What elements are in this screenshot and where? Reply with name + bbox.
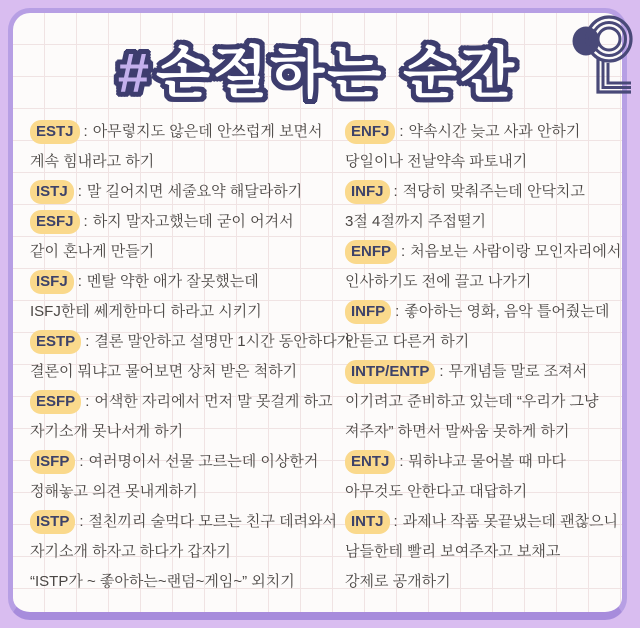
entry-line: 당일이나 전날약속 파토내기 [345, 153, 528, 170]
entry-text: 약속시간 늦고 사과 안하기 [408, 123, 581, 140]
mbti-label: ISFJ [30, 270, 74, 294]
colon-separator: : [77, 183, 82, 200]
rings-2-logo-icon [572, 10, 634, 106]
mbti-entry-isfj [30, 267, 352, 327]
entry-line [345, 507, 627, 537]
colon-separator: : [83, 213, 88, 230]
colon-separator: : [79, 513, 84, 530]
entry-line: 결론이 뭐냐고 물어보면 상처 받은 척하기 [30, 363, 298, 380]
entry-line: 3절 4절까지 주접떨기 [345, 213, 486, 230]
entry-line: “ISTP가 ~ 좋아하는~랜덤~게임~” 외치기 [30, 573, 295, 590]
entry-line: 자기소개 못나서게 하기 [30, 423, 184, 440]
entry-line: 아무것도 안한다고 대답하기 [345, 483, 528, 500]
mbti-entry-estj [30, 117, 352, 177]
colon-separator: : [399, 453, 404, 470]
mbti-label: ESFJ [30, 210, 80, 234]
entry-text: 절친끼리 술먹다 모르는 친구 데려와서 [88, 513, 338, 530]
mbti-label: INFJ [345, 180, 390, 204]
column-left [30, 117, 352, 597]
entry-line: 정해놓고 의견 못내게하기 [30, 483, 198, 500]
mbti-entry-entj [345, 447, 627, 507]
title-text: 손절하는 순간 [156, 41, 518, 104]
mbti-label: ENFJ [345, 120, 395, 144]
entry-line [345, 447, 627, 477]
mbti-entry-infp [345, 297, 627, 357]
colon-separator: : [439, 363, 444, 380]
entry-line [30, 387, 352, 417]
entry-line [30, 267, 352, 297]
mbti-label: INFP [345, 300, 391, 324]
mbti-entry-isfp [30, 447, 352, 507]
entry-text: 적당히 맞춰주는데 안닥치고 [402, 183, 585, 200]
entry-text: 하지 말자고했는데 굳이 어겨서 [92, 213, 294, 230]
entry-line [30, 117, 352, 147]
entry-line: 져주자” 하면서 말싸움 못하게 하기 [345, 423, 570, 440]
entry-line: 인사하기도 전에 끌고 나가기 [345, 273, 532, 290]
column-right [345, 117, 627, 597]
entry-text: 처음보는 사람이랑 모인자리에서 [410, 243, 622, 260]
mbti-label: ESTP [30, 330, 81, 354]
entry-line [345, 237, 627, 267]
entry-line: 같이 혼나게 만들기 [30, 243, 155, 260]
entry-line: 계속 힘내라고 하기 [30, 153, 155, 170]
entry-line: 자기소개 하자고 하다가 갑자기 [30, 543, 231, 560]
mbti-entry-istj [30, 177, 352, 207]
entry-text: 뭐하냐고 물어볼 때 마다 [408, 453, 566, 470]
mbti-label: ESFP [30, 390, 81, 414]
colon-separator: : [83, 123, 88, 140]
entry-line [345, 357, 627, 387]
mbti-label: INTP/ENTP [345, 360, 435, 384]
mbti-entry-esfp [30, 387, 352, 447]
mbti-entry-enfj [345, 117, 627, 177]
entry-text: 무개념들 말로 조져서 [448, 363, 588, 380]
colon-separator: : [77, 273, 82, 290]
entry-line [345, 177, 627, 207]
colon-separator: : [395, 303, 400, 320]
mbti-entry-istp [30, 507, 352, 597]
entry-line [30, 327, 352, 357]
mbti-label: ISFP [30, 450, 75, 474]
entry-line: 남들한테 빨리 보여주자고 보채고 [345, 543, 561, 560]
mbti-entry-estp [30, 327, 352, 387]
colon-separator: : [393, 183, 398, 200]
entry-text: 좋아하는 영화, 음악 틀어줬는데 [404, 303, 610, 320]
mbti-entry-intp-entp [345, 357, 627, 447]
entry-line: 안듣고 다른거 하기 [345, 333, 470, 350]
entry-text: 멘탈 약한 애가 잘못했는데 [86, 273, 259, 290]
mbti-entry-infj [345, 177, 627, 237]
entry-line [30, 177, 352, 207]
colon-separator: : [79, 453, 84, 470]
entry-line [30, 447, 352, 477]
entry-line [345, 297, 627, 327]
entry-text: 아무렇지도 않은데 안쓰럽게 보면서 [92, 123, 323, 140]
mbti-label: ESTJ [30, 120, 80, 144]
entry-line: 강제로 공개하기 [345, 573, 451, 590]
entry-text: 여러명이서 선물 고르는데 이상한거 [88, 453, 319, 470]
entry-line [30, 507, 352, 537]
entry-text: 결론 말안하고 설명만 1시간 동안하다가 [94, 333, 352, 350]
mbti-label: ENTJ [345, 450, 395, 474]
colon-separator: : [85, 333, 90, 350]
mbti-entry-intj [345, 507, 627, 597]
entry-line [345, 117, 627, 147]
mbti-entry-esfj [30, 207, 352, 267]
hashtag-symbol: # [117, 41, 152, 104]
grid-paper-card [8, 8, 627, 620]
colon-separator: : [393, 513, 398, 530]
entry-text: 어색한 자리에서 먼저 말 못걸게 하고 [94, 393, 333, 410]
mbti-label: ISTJ [30, 180, 74, 204]
entry-line: 이기려고 준비하고 있는데 “우리가 그냥 [345, 393, 599, 410]
colon-separator: : [401, 243, 406, 260]
entry-text: 말 길어지면 세줄요약 해달라하기 [86, 183, 303, 200]
entry-text: 과제나 작품 못끝냈는데 괜찮으니 [402, 513, 619, 530]
colon-separator: : [85, 393, 90, 410]
colon-separator: : [399, 123, 404, 140]
mbti-label: INTJ [345, 510, 390, 534]
mbti-entry-enfp [345, 237, 627, 297]
entry-line [30, 207, 352, 237]
entry-line: ISFJ한테 쎄게한마디 하라고 시키기 [30, 303, 262, 320]
mbti-label: ENFP [345, 240, 397, 264]
mbti-label: ISTP [30, 510, 75, 534]
page-title [13, 29, 622, 109]
